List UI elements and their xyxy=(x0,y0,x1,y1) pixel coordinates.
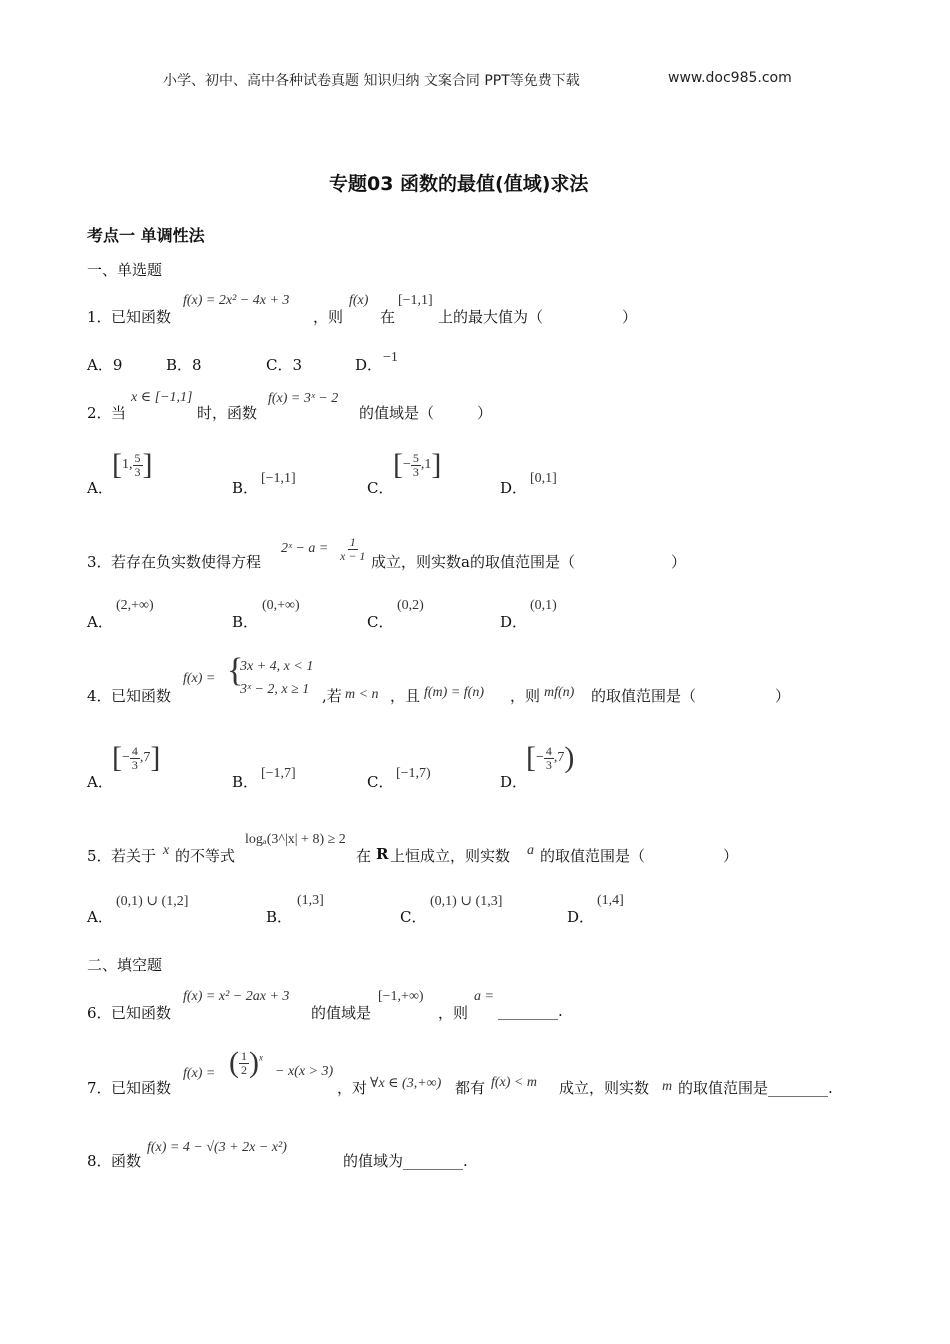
question-5-text: 在 xyxy=(356,847,372,865)
question-3-text: ） xyxy=(671,553,687,571)
question-6-number: 6． xyxy=(87,1004,112,1022)
q5-option-c: C． xyxy=(400,908,427,926)
q1-option-d: D． xyxy=(355,356,383,374)
q1-option-c: C．3 xyxy=(266,356,303,374)
q2-option-d-value: [0,1] xyxy=(530,471,557,486)
question-7-text: 已知函数 xyxy=(111,1079,172,1097)
question-4-text: 的取值范围是（ xyxy=(591,687,697,705)
question-4-number: 4． xyxy=(87,687,112,705)
question-7-formula: ∀x ∈ (3,+∞) xyxy=(370,1076,442,1091)
question-4-text: ，则 xyxy=(510,687,541,705)
question-1-text: ） xyxy=(622,308,638,326)
q3-option-d: D． xyxy=(500,613,528,631)
question-3-text: 若存在负实数使得方程 xyxy=(111,553,262,571)
q5-option-b-value: (1,3] xyxy=(297,893,324,908)
q5-option-a: A． xyxy=(87,908,113,926)
q1-option-b: B．8 xyxy=(166,356,202,374)
q2-option-a: A． xyxy=(87,479,113,497)
q2-option-c: C． xyxy=(367,479,394,497)
q2-option-d: D． xyxy=(500,479,528,497)
question-5-text: ） xyxy=(723,847,739,865)
question-8-number: 8． xyxy=(87,1152,112,1170)
q4-option-d: D． xyxy=(500,773,528,791)
question-1-formula: f(x) xyxy=(349,293,369,308)
question-1-text: 上的最大值为（ xyxy=(438,308,544,326)
question-3-fraction xyxy=(340,536,365,563)
question-7-formula: − x(x > 3) xyxy=(275,1064,334,1079)
q2-option-b: B． xyxy=(232,479,259,497)
section-single-choice: 一、单选题 xyxy=(87,261,163,279)
q4-option-d-value: [− $\frac{4}{3}$ ,7) xyxy=(526,741,575,774)
question-5-set: R xyxy=(376,845,389,863)
q3-option-c: C． xyxy=(367,613,394,631)
q3-option-b: B． xyxy=(232,613,259,631)
question-4-formula: m < n xyxy=(345,687,379,702)
question-6-range: [−1,+∞) xyxy=(378,989,424,1004)
question-6-formula: f(x) = x² − 2ax + 3 xyxy=(183,989,290,1004)
q5-option-b: B． xyxy=(266,908,293,926)
q5-option-a-value: (0,1) ∪ (1,2] xyxy=(116,894,189,909)
question-8-text: 函数 xyxy=(111,1152,142,1170)
q2-option-c-value: [− $\frac{5}{3}$ ,1] xyxy=(393,448,442,481)
q4-option-c-value: [−1,7) xyxy=(396,766,431,781)
question-1-text: 在 xyxy=(380,308,396,326)
question-2-formula: x ∈ [−1,1] xyxy=(131,390,193,405)
question-7-number: 7． xyxy=(87,1079,112,1097)
question-2-text: 当 xyxy=(111,404,127,422)
question-5-text: 的取值范围是（ xyxy=(540,847,646,865)
question-7-text: 成立，则实数 xyxy=(559,1079,650,1097)
question-6-blank: ________. xyxy=(498,1002,563,1020)
question-7-text: ，对 xyxy=(337,1079,368,1097)
q4-option-b-value: [−1,7] xyxy=(261,766,296,781)
question-7-fraction: ( $\frac{1}{2}$ )$^x$ xyxy=(229,1046,263,1079)
question-2-number: 2． xyxy=(87,404,112,422)
q3-option-a: A． xyxy=(87,613,113,631)
question-3-formula: 2ˣ − a = xyxy=(281,541,329,556)
question-2-text: 的值域是（ xyxy=(359,404,435,422)
question-4-case-1: 3x + 4, x < 1 xyxy=(240,659,314,674)
q3-option-c-value: (0,2) xyxy=(397,598,424,613)
question-3-text: 成立，则实数a的取值范围是（ xyxy=(371,553,575,571)
question-1-number: 1． xyxy=(87,308,112,326)
question-6-text: 已知函数 xyxy=(111,1004,172,1022)
question-4-formula: f(m) = f(n) xyxy=(424,685,484,700)
question-7-formula: f(x) = xyxy=(183,1066,216,1081)
question-4-text: 已知函数 xyxy=(111,687,172,705)
q4-option-a: A． xyxy=(87,773,113,791)
q4-option-a-value: [− $\frac{4}{3}$ ,7] xyxy=(112,741,161,774)
question-1-text: 已知函数 xyxy=(111,308,172,326)
fraction-denominator: x − 1 xyxy=(340,549,366,563)
question-5-text: 上恒成立，则实数 xyxy=(390,847,511,865)
kaodian-heading: 考点一 单调性法 xyxy=(87,226,205,245)
question-8-formula: f(x) = 4 − √(3 + 2x − x²) xyxy=(147,1140,287,1155)
question-5-number: 5． xyxy=(87,847,112,865)
q3-option-a-value: (2,+∞) xyxy=(116,598,154,613)
question-7-variable: m xyxy=(662,1079,673,1094)
q3-option-b-value: (0,+∞) xyxy=(262,598,300,613)
question-2-text: 时，函数 xyxy=(197,404,258,422)
question-4-formula: mf(n) xyxy=(544,685,575,700)
question-4-text: ） xyxy=(775,687,791,705)
question-5-text: 的不等式 xyxy=(175,847,236,865)
question-4-formula: f(x) = xyxy=(183,671,216,686)
question-4-case-2: 3ˣ − 2, x ≥ 1 xyxy=(240,682,310,697)
question-2-formula: f(x) = 3ˣ − 2 xyxy=(268,391,339,406)
q2-option-b-value: [−1,1] xyxy=(261,471,296,486)
q4-option-c: C． xyxy=(367,773,394,791)
header-text: 小学、初中、高中各种试卷真题 知识归纳 文案合同 PPT等免费下载 xyxy=(163,73,580,89)
question-5-formula: logₐ(3^|x| + 8) ≥ 2 xyxy=(245,832,346,847)
q3-option-d-value: (0,1) xyxy=(530,598,557,613)
question-4-text: ,若 xyxy=(322,687,342,705)
q5-option-d: D． xyxy=(567,908,595,926)
section-fill-blank: 二、填空题 xyxy=(87,956,163,974)
question-7-formula: f(x) < m xyxy=(491,1075,537,1090)
question-6-text: ，则 xyxy=(438,1004,469,1022)
q4-option-b: B． xyxy=(232,773,259,791)
q2-option-a-value: [1, $\frac{5}{3}$ ] xyxy=(112,448,153,481)
q1-option-d-value: −1 xyxy=(383,350,398,365)
question-7-text: 都有 xyxy=(455,1079,486,1097)
q1-option-a: A．9 xyxy=(87,356,123,374)
question-5-variable: x xyxy=(163,843,170,858)
question-8-text: 的值域为________. xyxy=(343,1152,468,1170)
question-1-formula: f(x) = 2x² − 4x + 3 xyxy=(183,293,290,308)
question-3-number: 3． xyxy=(87,553,112,571)
question-2-text: ） xyxy=(477,404,493,422)
question-4-brace: { xyxy=(227,652,244,689)
question-7-text: 的取值范围是________. xyxy=(678,1079,833,1097)
question-6-text: 的值域是 xyxy=(311,1004,372,1022)
question-5-text: 若关于 xyxy=(111,847,157,865)
header-site: www.doc985.com xyxy=(668,70,792,86)
page-title: 专题03 函数的最值(值域)求法 xyxy=(329,173,589,195)
question-5-variable: a xyxy=(527,843,534,858)
question-6-variable: a = xyxy=(474,989,494,1004)
question-4-text: ，且 xyxy=(390,687,421,705)
question-1-interval: [−1,1] xyxy=(398,293,433,308)
q5-option-d-value: (1,4] xyxy=(597,893,624,908)
q5-option-c-value: (0,1) ∪ (1,3] xyxy=(430,894,503,909)
fraction-numerator: 1 xyxy=(349,535,356,549)
question-1-text: ，则 xyxy=(313,308,344,326)
